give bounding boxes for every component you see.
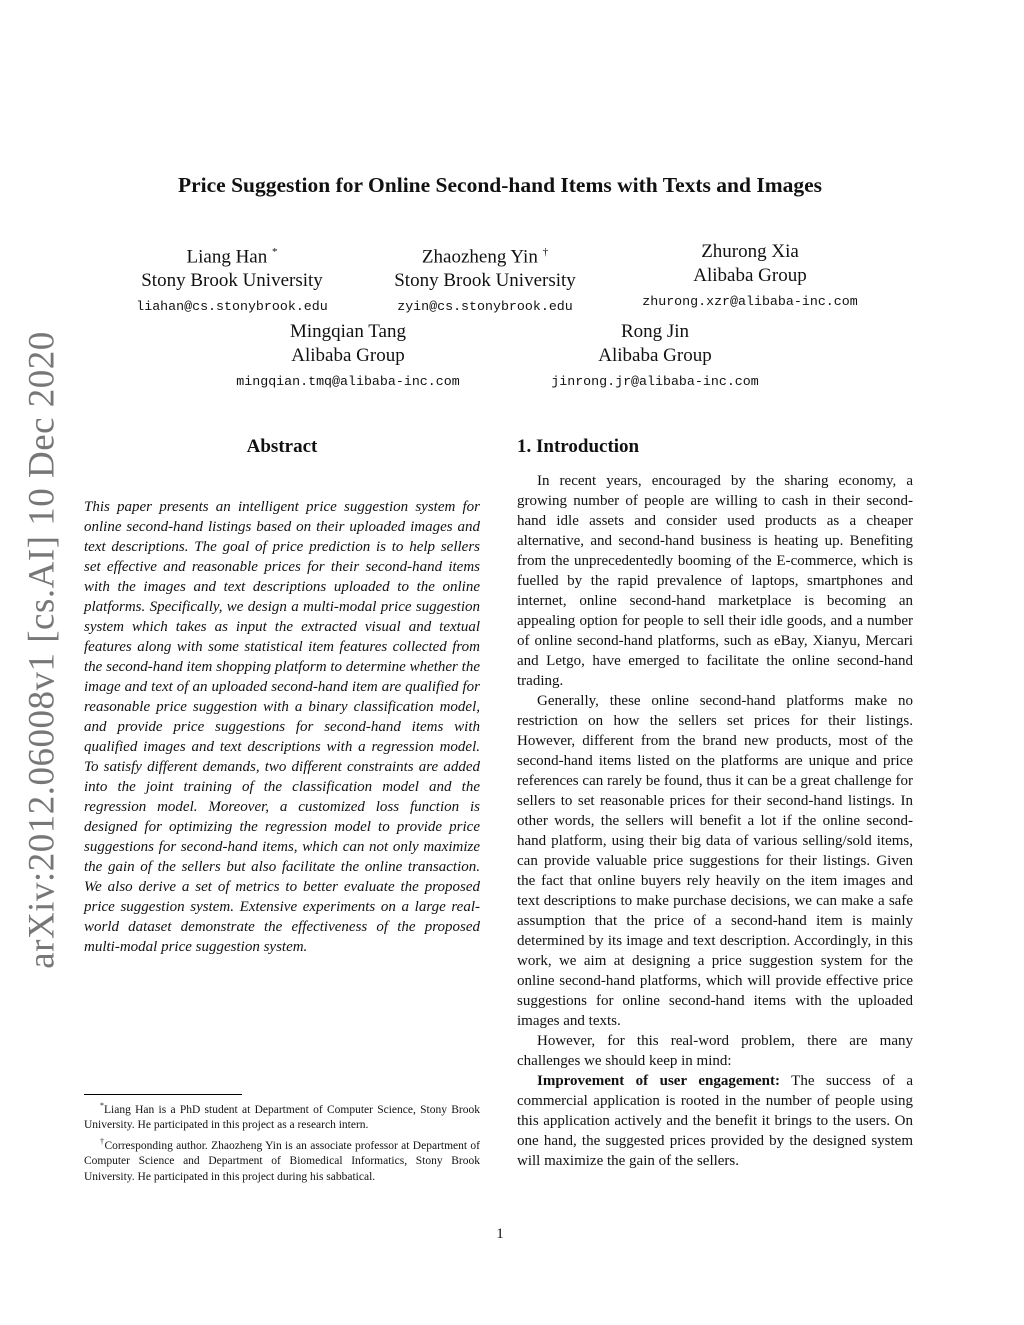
author-block xyxy=(198,320,498,389)
author-email[interactable]: jinrong.jr@alibaba-inc.com xyxy=(551,374,759,389)
author-block xyxy=(505,320,805,389)
author-affiliation: Alibaba Group xyxy=(693,265,807,286)
author-email[interactable]: liahan@cs.stonybrook.edu xyxy=(136,299,328,315)
intro-paragraph: However, for this real-word problem, there are many challenges we should keep in mind: xyxy=(517,1033,913,1069)
abstract-body: This paper presents an intelligent price suggestion system for online second-hand listings based on their uploaded images and text descriptions. The goal of price prediction is to help sellers set effective and reasonable prices for their second-hand items with the images and text descriptions uploaded to the online platforms. Specifically, we design a multi-modal price suggestion system which takes as input the extracted visual and textual features along with some statistical item features collected from the second-hand item shopping platform to determine whether the image and text of an uploaded second-hand item are qualified for reasonable price suggestion with a binary classification model, and provide price suggestions for second-hand items with qualified images and text descriptions with a regression model. To satisfy different demands, two different constraints are added into the joint training of the classification model and the regression model. Moreover, a customized loss function is designed for optimizing the regression model to provide price suggestions for second-hand items, which can not only maximize the gain of the sellers but also facilitate the online transaction. We also derive a set of metrics to better evaluate the proposed price suggestion system. Extensive experiments on a large real-world dataset demonstrate the effectiveness of the proposed multi-modal price suggestion system. xyxy=(84,499,480,955)
footnote-text: Liang Han is a PhD student at Department of Computer Science, Stony Brook University. He participated in this project as a research intern. xyxy=(84,1103,480,1132)
author-affiliation: Stony Brook University xyxy=(394,270,576,292)
author-mark: * xyxy=(271,246,278,258)
author-email[interactable]: mingqian.tmq@alibaba-inc.com xyxy=(236,374,460,389)
author-block xyxy=(600,240,900,309)
page-number: 1 xyxy=(496,1226,504,1242)
footnotes xyxy=(84,1098,480,1185)
intro-paragraph: Generally, these online second-hand platforms make no restriction on how the sellers set prices for their listings. However, different from the brand new products, most of the second-hand items listed on the platforms are unique and price references can rarely be found, thus it can be a great challenge for sellers to set reasonable prices for their second-hand listings. In other words, the sellers will benefit a lot if the online second-hand platform, using their big data of various selling/sold items, can provide valuable price suggestions for their listings. Given the fact that online buyers rely heavily on the item images and text descriptions to make purchase decisions, we can make a safe assumption that the price of a second-hand item is mainly determined by its image and text description. Accordingly, in this work, we aim at designing a price suggestion system for the online second-hand platforms, which will provide effective price suggestions for online second-hand items with the uploaded images and texts. xyxy=(517,693,913,1029)
intro-paragraph-text: The success of a commercial application is rooted in the number of people using this application actively and the benefit it brings to the users. On one hand, the suggested prices provided by the designed system will maximize the gain of the sellers. xyxy=(517,1073,914,1169)
run-in-heading: Improvement of user engagement: xyxy=(537,1073,780,1089)
author-email[interactable]: zhurong.xzr@alibaba-inc.com xyxy=(642,294,858,309)
author-affiliation: Alibaba Group xyxy=(598,345,712,366)
author-name: Liang Han xyxy=(186,246,268,268)
intro-paragraph: In recent years, encouraged by the sharing economy, a growing number of people are willing to cash in their second-hand idle assets and consider used products as a cheaper alternative, and second-hand business is heating up. Benefiting from the unprecedentedly booming of the E-commerce, which is fuelled by the rapid prevalence of laptops, smartphones and internet, online second-hand marketplace is becoming an appealing option for people to sell their idle goods, and a number of online second-hand platforms, such as eBay, Xianyu, Mercari and Letgo, have emerged to facilitate the online second-hand trading. xyxy=(517,473,913,689)
paper-title: Price Suggestion for Online Second-hand Items with Texts and Images xyxy=(177,173,823,197)
author-block xyxy=(335,240,635,314)
footnote xyxy=(84,1098,480,1134)
intro-heading: 1. Introduction xyxy=(517,436,640,457)
author-name: Zhurong Xia xyxy=(701,241,799,262)
arxiv-stamp-text: arXiv:2012.06008v1 [cs.AI] 10 Dec 2020 xyxy=(21,331,63,969)
author-mark: † xyxy=(542,246,549,258)
author-email[interactable]: zyin@cs.stonybrook.edu xyxy=(397,299,573,315)
intro-paragraph xyxy=(517,1071,913,1171)
abstract-heading: Abstract xyxy=(246,436,318,457)
author-affiliation: Stony Brook University xyxy=(141,270,323,292)
footnote xyxy=(84,1134,480,1185)
footnote-mark: † xyxy=(100,1136,105,1146)
author-name: Zhaozheng Yin xyxy=(421,246,538,268)
footnote-text: Corresponding author. Zhaozheng Yin is an associate professor at Department of Computer Science and Department of Biomedical Informatics, Stony Brook University. He participated in this project during his sabbatical. xyxy=(84,1139,481,1183)
author-name: Mingqian Tang xyxy=(289,321,406,342)
footnote-rule xyxy=(84,1094,242,1095)
arxiv-stamp xyxy=(12,331,72,969)
author-affiliation: Alibaba Group xyxy=(291,345,405,366)
intro-body xyxy=(517,471,913,1171)
author-name: Rong Jin xyxy=(620,321,690,342)
footnote-mark: * xyxy=(100,1101,104,1110)
